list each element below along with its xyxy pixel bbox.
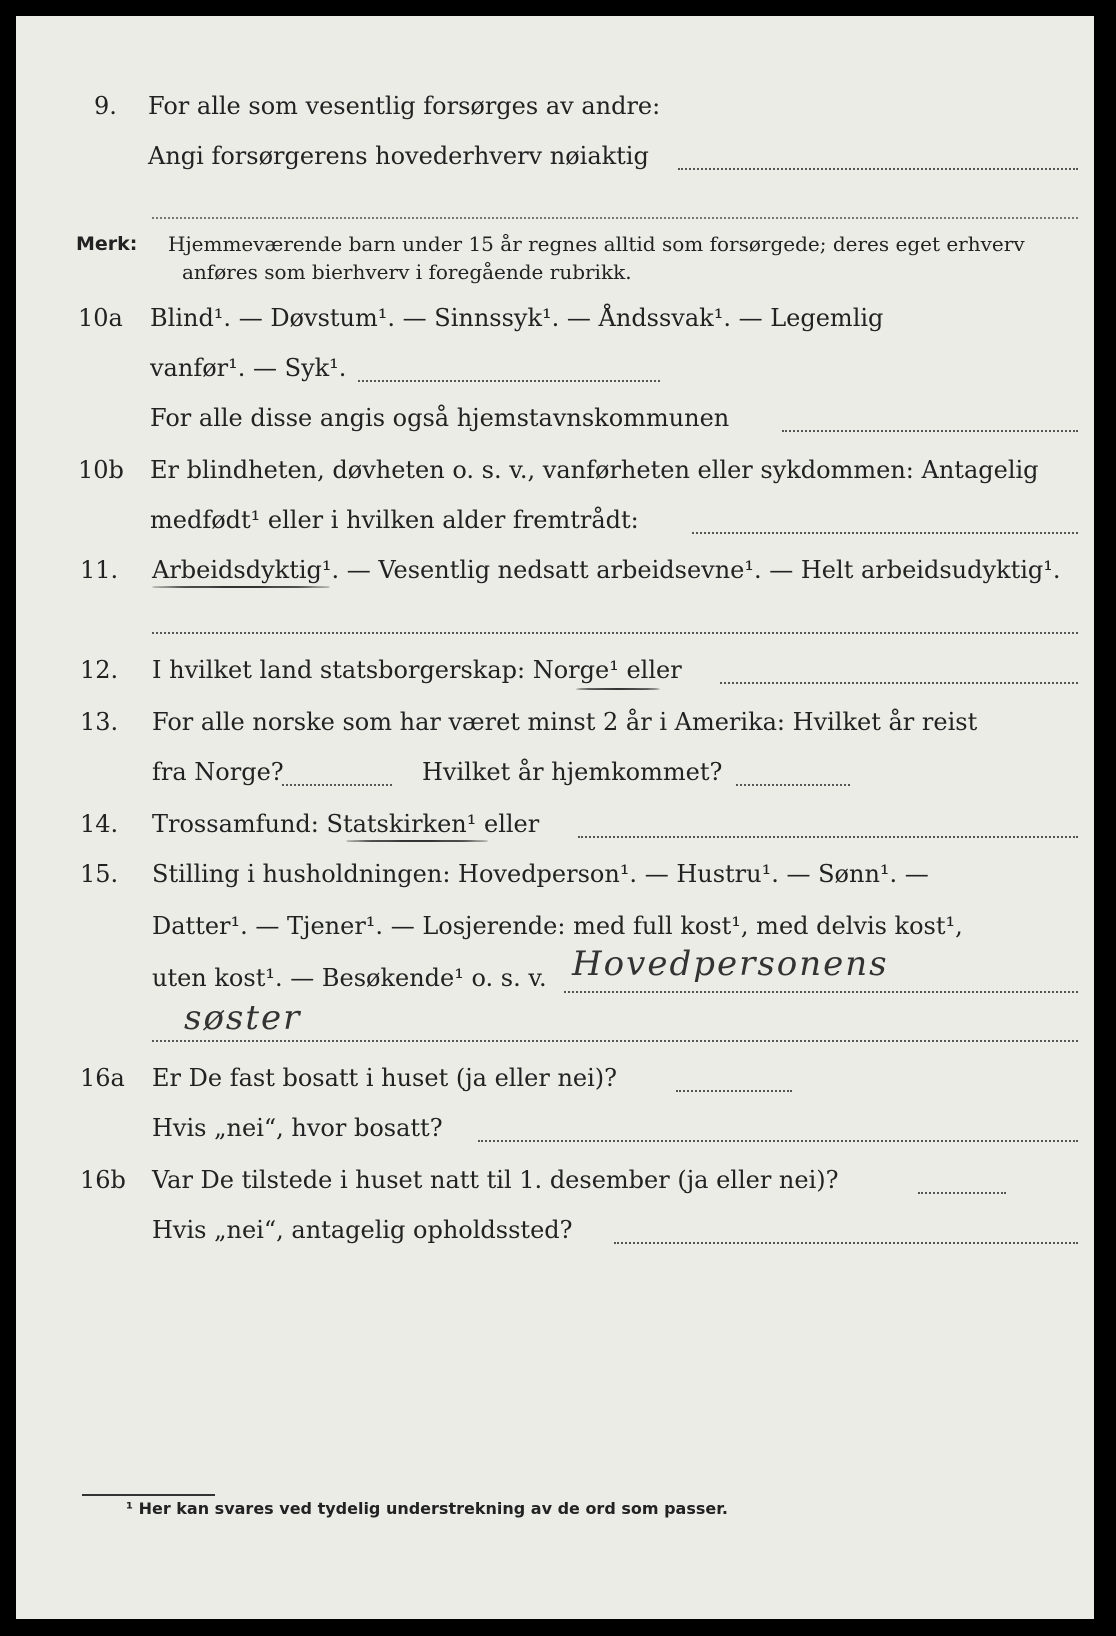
q16a-row-1: [16, 1058, 1094, 1098]
footnote: ¹ Her kan svares ved tydelig understrekning av de ord som passer.: [126, 1499, 728, 1518]
q10b-text-1: Er blindheten, døvheten o. s. v., vanførheten eller sykdommen: Antagelig: [150, 456, 1039, 484]
q10b-row-2: [16, 500, 1094, 540]
q15-row-1: [16, 854, 1094, 894]
q11-underline-arbeidsdyktig: [152, 586, 330, 588]
merk-note: [76, 230, 1076, 290]
q11-text-1: Arbeidsdyktig¹. — Vesentlig nedsatt arbeidsevne¹. — Helt arbeidsudyktig¹.: [152, 556, 1061, 584]
merk-text-1: Hjemmeværende barn under 15 år regnes alltid som forsørgede; deres eget erhverv: [168, 232, 1025, 256]
q16a-answer-line[interactable]: [676, 1090, 792, 1092]
q16b-text-2: Hvis „nei“, antagelig opholdssted?: [152, 1216, 573, 1244]
q12-number: 12.: [80, 656, 119, 684]
q15-handwritten-answer-2: søster: [184, 998, 302, 1038]
q9-answer-line[interactable]: [678, 168, 1078, 170]
q16b-opholdssted-answer-line[interactable]: [614, 1242, 1078, 1244]
q16a-bosatt-answer-line[interactable]: [478, 1140, 1078, 1142]
q10a-text-3: For alle disse angis også hjemstavnskommunen: [150, 404, 730, 432]
q13-number: 13.: [80, 708, 119, 736]
q11-number: 11.: [80, 556, 119, 584]
q16b-answer-line[interactable]: [918, 1192, 1006, 1194]
q11-answer-line[interactable]: [152, 632, 1078, 634]
q10b-row-1: [16, 450, 1094, 490]
q13-reist-answer-line[interactable]: [282, 784, 392, 786]
q14-number: 14.: [80, 810, 119, 838]
q9-row-1: [16, 86, 1094, 126]
q15-answer-line-2[interactable]: [152, 1040, 1078, 1042]
q15-answer-line-1[interactable]: [564, 991, 1078, 993]
q13-row-2: [16, 752, 1094, 792]
q16a-number: 16a: [80, 1064, 125, 1092]
q10a-row-2: [16, 348, 1094, 388]
q15-handwritten-answer-1: Hovedpersonens: [572, 944, 889, 984]
q10b-number: 10b: [78, 456, 124, 484]
q10b-text-2: medfødt¹ eller i hvilken alder fremtrådt:: [150, 506, 639, 534]
q15-row-2: [16, 906, 1094, 946]
q14-answer-line[interactable]: [578, 836, 1078, 838]
q10a-syk-answer-line[interactable]: [358, 380, 660, 382]
q10a-number: 10a: [78, 304, 123, 332]
q16a-text-2: Hvis „nei“, hvor bosatt?: [152, 1114, 443, 1142]
census-form-page: [16, 16, 1094, 1619]
q9-separator: [152, 217, 1078, 219]
q13-row-1: [16, 702, 1094, 742]
q15-text-2: Datter¹. — Tjener¹. — Losjerende: med full kost¹, med delvis kost¹,: [152, 912, 963, 940]
q13-text-2a: fra Norge?: [152, 758, 284, 786]
footnote-rule: [82, 1494, 215, 1496]
q12-answer-line[interactable]: [720, 682, 1078, 684]
q16a-text-1: Er De fast bosatt i huset (ja eller nei)?: [152, 1064, 618, 1092]
q14-underline-statskirken: [346, 840, 488, 842]
q13-hjemkommet-answer-line[interactable]: [736, 784, 850, 786]
q15-text-1: Stilling i husholdningen: Hovedperson¹. — Hustru¹. — Sønn¹. —: [152, 860, 929, 888]
q9-row-2: [16, 136, 1094, 176]
q16b-row-1: [16, 1160, 1094, 1200]
q10a-kommune-answer-line[interactable]: [782, 430, 1078, 432]
q10a-text-2: vanfør¹. — Syk¹.: [150, 354, 347, 382]
q13-text-2b: Hvilket år hjemkommet?: [422, 758, 723, 786]
q16a-row-2: [16, 1108, 1094, 1148]
q14-row-1: [16, 804, 1094, 844]
q10a-row-3: [16, 398, 1094, 438]
q10b-answer-line[interactable]: [692, 532, 1078, 534]
merk-text-2: anføres som bierhverv i foregående rubrikk.: [182, 260, 632, 284]
q11-row-1: [16, 550, 1094, 590]
q10a-text-1: Blind¹. — Døvstum¹. — Sinnssyk¹. — Åndssvak¹. — Legemlig: [150, 304, 884, 332]
q13-text-1: For alle norske som har været minst 2 år i Amerika: Hvilket år reist: [152, 708, 978, 736]
q15-text-3: uten kost¹. — Besøkende¹ o. s. v.: [152, 964, 547, 992]
q16b-number: 16b: [80, 1166, 126, 1194]
q12-underline-norge: [576, 688, 660, 690]
merk-label: Merk:: [76, 233, 138, 255]
q9-text-1: For alle som vesentlig forsørges av andre:: [148, 92, 661, 120]
q10a-row-1: [16, 298, 1094, 338]
q16b-row-2: [16, 1210, 1094, 1250]
q14-text-1: Trossamfund: Statskirken¹ eller: [152, 810, 540, 838]
q9-number: 9.: [94, 92, 117, 120]
q16b-text-1: Var De tilstede i huset natt til 1. desember (ja eller nei)?: [152, 1166, 839, 1194]
q15-number: 15.: [80, 860, 119, 888]
q9-text-2: Angi forsørgerens hovederhverv nøiaktig: [148, 142, 649, 170]
q12-row-1: [16, 650, 1094, 690]
q12-text-1: I hvilket land statsborgerskap: Norge¹ eller: [152, 656, 682, 684]
